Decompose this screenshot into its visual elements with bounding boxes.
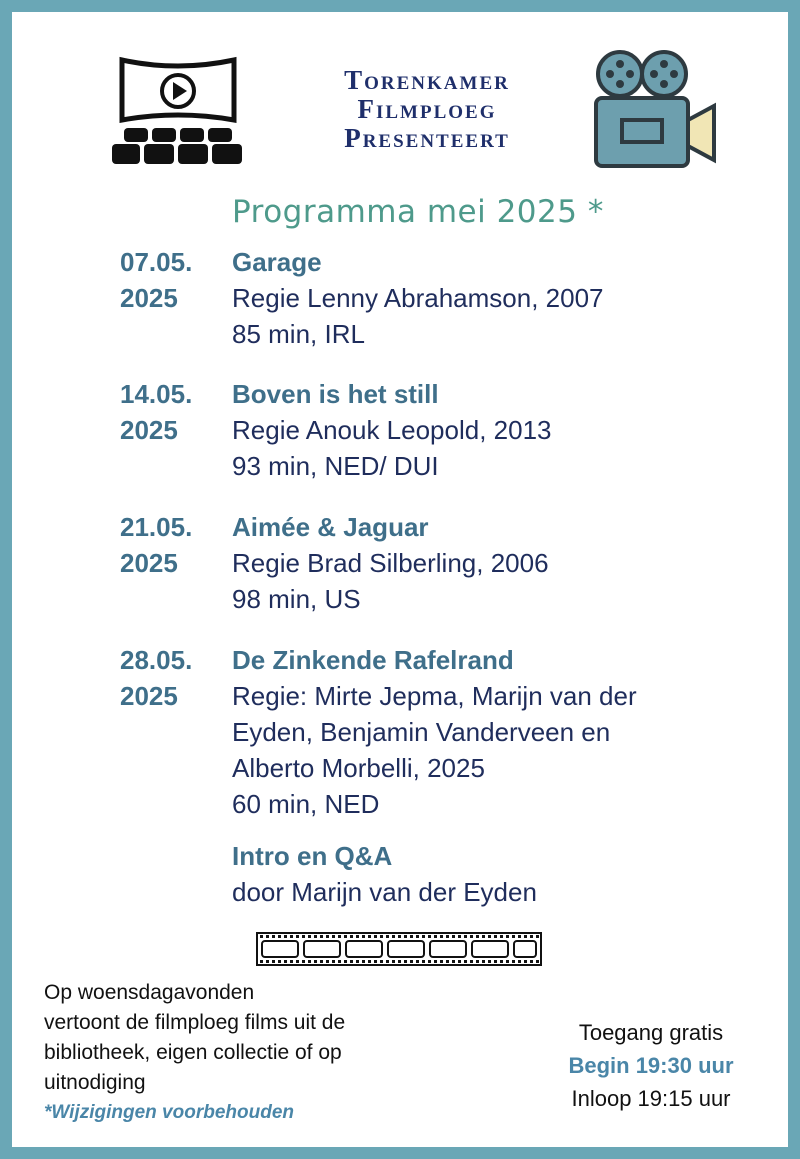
film-title: Garage: [232, 247, 322, 277]
screening-date: [120, 642, 220, 714]
date-day: 14.05.: [120, 379, 193, 409]
filmstrip-perforation: [428, 935, 431, 938]
filmstrip-perforation: [332, 935, 335, 938]
film-entry: [232, 376, 752, 484]
film-camera-icon: [590, 48, 718, 179]
filmstrip-perforation: [512, 935, 515, 938]
filmstrip-perforation: [440, 935, 443, 938]
filmstrip-perforation: [446, 935, 449, 938]
filmstrip-perforation: [506, 935, 509, 938]
filmstrip-perforation: [464, 960, 467, 963]
date-day: 07.05.: [120, 247, 193, 277]
filmstrip-perforation: [362, 935, 365, 938]
filmstrip-perforation: [356, 960, 359, 963]
screening-date: [120, 509, 220, 581]
filmstrip-perforation: [452, 960, 455, 963]
filmstrip-perforation: [350, 960, 353, 963]
filmstrip-perforation: [284, 960, 287, 963]
filmstrip-perforation: [530, 935, 533, 938]
filmstrip-perforation: [278, 935, 281, 938]
screening-date: [120, 244, 220, 316]
filmstrip-perforation: [470, 935, 473, 938]
filmstrip-perforation: [422, 935, 425, 938]
filmstrip-perforation: [422, 960, 425, 963]
filmstrip-perforation: [350, 935, 353, 938]
description-line: Op woensdagavonden: [44, 981, 255, 1004]
film-director-year: Alberto Morbelli, 2025: [232, 753, 485, 783]
date-year: 2025: [120, 415, 178, 445]
filmstrip-icon: [256, 932, 542, 971]
filmstrip-perforation: [380, 960, 383, 963]
film-runtime: 93 min, NED/ DUI: [232, 451, 439, 481]
filmstrip-perforation: [320, 935, 323, 938]
filmstrip-perforation: [416, 960, 419, 963]
poster: [12, 12, 788, 1147]
filmstrip-perforation: [524, 960, 527, 963]
film-title: Aimée & Jaguar: [232, 512, 429, 542]
filmstrip-perforation: [338, 935, 341, 938]
film-runtime: 98 min, US: [232, 584, 361, 614]
filmstrip-perforation: [314, 960, 317, 963]
filmstrip-perforation: [386, 960, 389, 963]
filmstrip-perforation: [332, 960, 335, 963]
filmstrip-perforation: [368, 935, 371, 938]
date-year: 2025: [120, 283, 178, 313]
filmstrip-perforation: [398, 960, 401, 963]
filmstrip-perforation: [380, 935, 383, 938]
filmstrip-perforation: [398, 935, 401, 938]
filmstrip-perforation: [302, 960, 305, 963]
film-title: Boven is het still: [232, 379, 439, 409]
filmstrip-perforation: [314, 935, 317, 938]
filmstrip-perforation: [392, 960, 395, 963]
filmstrip-perforation: [494, 960, 497, 963]
filmstrip-perforation: [296, 960, 299, 963]
filmstrip-perforation: [404, 960, 407, 963]
filmstrip-perforation: [386, 935, 389, 938]
filmstrip-perforation: [434, 935, 437, 938]
filmstrip-perforation: [302, 935, 305, 938]
filmstrip-perforation: [530, 960, 533, 963]
filmstrip-perforation: [410, 935, 413, 938]
filmstrip-perforation: [308, 960, 311, 963]
date-year: 2025: [120, 681, 178, 711]
filmstrip-perforation: [518, 960, 521, 963]
intro-title: Intro en Q&A: [232, 841, 393, 871]
filmstrip-perforation: [260, 960, 263, 963]
description-line: vertoont de filmploeg films uit de: [44, 1011, 346, 1034]
filmstrip-perforation: [290, 935, 293, 938]
film-director: Regie: Mirte Jepma, Marijn van der: [232, 681, 637, 711]
filmstrip-perforation: [326, 960, 329, 963]
filmstrip-perforation: [512, 960, 515, 963]
film-runtime: 60 min, NED: [232, 789, 380, 819]
film-director: Regie Lenny Abrahamson, 2007: [232, 283, 604, 313]
filmstrip-perforation: [500, 935, 503, 938]
header-title: [302, 66, 552, 153]
filmstrip-perforation: [536, 935, 539, 938]
description-line: bibliotheek, eigen collectie of op: [44, 1041, 342, 1064]
filmstrip-perforation: [488, 935, 491, 938]
filmstrip-perforation: [416, 935, 419, 938]
filmstrip-perforation: [290, 960, 293, 963]
filmstrip-perforation: [266, 935, 269, 938]
filmstrip-perforation: [344, 960, 347, 963]
start-time: Begin 19:30 uur: [568, 1053, 734, 1078]
entry-fee: Toegang gratis: [578, 1020, 724, 1045]
access-info: [544, 1016, 758, 1115]
filmstrip-perforation: [320, 960, 323, 963]
filmstrip-perforation: [428, 960, 431, 963]
filmstrip-perforation: [446, 960, 449, 963]
filmstrip-perforation: [272, 960, 275, 963]
filmstrip-perforation: [452, 935, 455, 938]
changes-notice: *Wijzigingen voorbehouden: [44, 1102, 294, 1123]
filmstrip-perforation: [356, 935, 359, 938]
filmstrip-perforation: [488, 960, 491, 963]
filmstrip-perforation: [482, 960, 485, 963]
filmstrip-perforation: [464, 935, 467, 938]
filmstrip-perforation: [494, 935, 497, 938]
film-entry: [232, 244, 752, 352]
filmstrip-perforation: [404, 935, 407, 938]
filmstrip-perforation: [284, 935, 287, 938]
walk-in-time: Inloop 19:15 uur: [571, 1086, 731, 1111]
filmstrip-perforation: [374, 935, 377, 938]
header-title-line-1: Torenkamer: [344, 65, 510, 95]
program-title: Programma mei 2025 *: [232, 194, 604, 230]
screening-date: [120, 376, 220, 448]
date-day: 28.05.: [120, 645, 193, 675]
filmstrip-perforation: [458, 960, 461, 963]
filmstrip-perforation: [458, 935, 461, 938]
filmstrip-perforation: [362, 960, 365, 963]
filmstrip-perforation: [524, 935, 527, 938]
filmstrip-perforation: [434, 960, 437, 963]
filmstrip-perforation: [410, 960, 413, 963]
date-year: 2025: [120, 548, 178, 578]
filmstrip-perforation: [506, 960, 509, 963]
header-title-line-2: Filmploeg: [357, 94, 497, 124]
filmstrip-perforation: [476, 935, 479, 938]
film-runtime: 85 min, IRL: [232, 319, 365, 349]
cinema-screen-icon: [110, 54, 246, 171]
filmstrip-perforation: [272, 935, 275, 938]
date-day: 21.05.: [120, 512, 193, 542]
header-title-line-3: Presenteert: [344, 123, 510, 153]
filmstrip-perforation: [338, 960, 341, 963]
film-entry: [232, 509, 752, 617]
filmstrip-perforation: [440, 960, 443, 963]
filmstrip-perforation: [470, 960, 473, 963]
filmstrip-perforation: [368, 960, 371, 963]
filmstrip-perforation: [482, 935, 485, 938]
intro-block: [232, 838, 752, 910]
filmstrip-perforation: [326, 935, 329, 938]
filmstrip-perforation: [266, 960, 269, 963]
filmstrip-perforation: [392, 935, 395, 938]
filmstrip-perforation: [344, 935, 347, 938]
filmstrip-perforation: [518, 935, 521, 938]
filmstrip-perforation: [536, 960, 539, 963]
film-director: Regie Brad Silberling, 2006: [232, 548, 549, 578]
filmstrip-perforation: [308, 935, 311, 938]
filmstrip-perforation: [260, 935, 263, 938]
film-title: De Zinkende Rafelrand: [232, 645, 514, 675]
filmstrip-perforation: [374, 960, 377, 963]
description-line: uitnodiging: [44, 1071, 146, 1094]
intro-host: door Marijn van der Eyden: [232, 877, 537, 907]
film-entry: [232, 642, 752, 822]
film-director: Regie Anouk Leopold, 2013: [232, 415, 552, 445]
description: [44, 978, 484, 1098]
filmstrip-perforation: [500, 960, 503, 963]
filmstrip-perforation: [296, 935, 299, 938]
filmstrip-perforation: [278, 960, 281, 963]
filmstrip-perforation: [476, 960, 479, 963]
film-director-continued: Eyden, Benjamin Vanderveen en: [232, 717, 611, 747]
